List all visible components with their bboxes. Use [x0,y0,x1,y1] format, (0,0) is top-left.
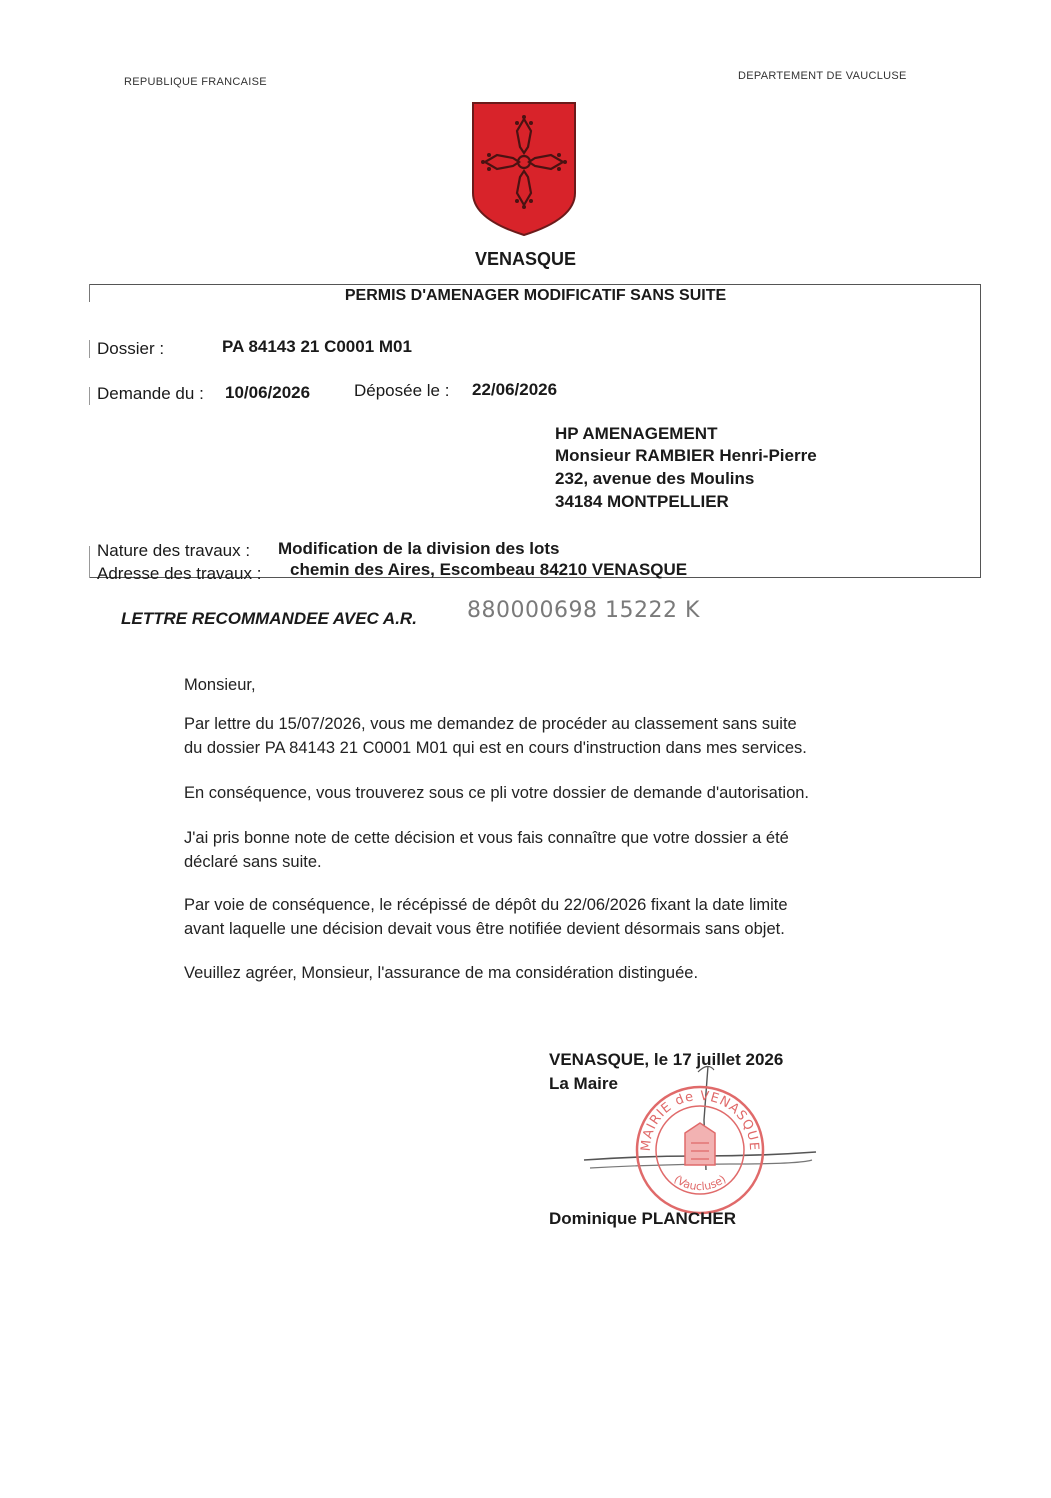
registered-letter-label: LETTRE RECOMMANDEE AVEC A.R. [121,609,417,628]
paragraph [184,781,944,805]
paragraph-line: avant laquelle une décision devait vous être notifiée devient désormais sans objet. [184,920,785,938]
tracking-number-handwritten: 880000698 15222 K [467,598,700,623]
salutation: Monsieur, [184,676,256,694]
box-border-right [980,284,981,578]
dossier-number: PA 84143 21 C0001 M01 [222,337,412,356]
demande-label: Demande du : [97,384,204,403]
stamp-text-top: MAIRIE de VENASQUE [638,1088,762,1152]
box-border-left [89,387,90,405]
signatory-name: Dominique PLANCHER [549,1209,736,1228]
deposee-date: 22/06/2026 [472,380,558,399]
paragraph-line: Par lettre du 15/07/2026, vous me demandez de procéder au classement sans suite [184,715,797,733]
paragraph-line: Par voie de conséquence, le récépissé de dépôt du 22/06/2026 fixant la date limite [184,896,788,914]
republique-label: REPUBLIQUE FRANCAISE [124,76,267,88]
box-border-top [89,284,981,285]
mairie-stamp-icon [633,1083,767,1217]
paragraph [184,826,944,874]
paragraph [184,961,944,985]
paragraph-line: En conséquence, vous trouverez sous ce pli votre dossier de demande d'autorisation. [184,784,810,802]
demande-date: 10/06/2026 [225,383,311,402]
deposee-label: Déposée le : [354,381,450,400]
recipient-street: 232, avenue des Moulins [555,469,755,488]
paragraph-line: J'ai pris bonne note de cette décision et vous fais connaître que votre dossier a été [184,829,789,847]
nature-value: Modification de la division des lots [278,539,560,558]
recipient-company: HP AMENAGEMENT [555,424,718,443]
departement-label: DEPARTEMENT DE VAUCLUSE [738,70,907,82]
adresse-label: Adresse des travaux : [97,564,262,583]
paragraph [184,712,944,760]
svg-text:(Vaucluse) [671,1173,728,1194]
nature-label: Nature des travaux : [97,541,251,560]
paragraph-line: Veuillez agréer, Monsieur, l'assurance de ma considération distinguée. [184,964,699,982]
document-title: PERMIS D'AMENAGER MODIFICATIF SANS SUITE [344,287,727,304]
dossier-label: Dossier : [97,339,165,358]
stamp-text-bottom: (Vaucluse) [671,1172,729,1194]
recipient-city: 34184 MONTPELLIER [555,492,729,511]
box-border-left [89,546,90,578]
place-and-date: VENASQUE, le 17 juillet 2026 [549,1050,784,1069]
adresse-value: chemin des Aires, Escombeau 84210 VENASQUE [290,560,688,579]
paragraph-line: du dossier PA 84143 21 C0001 M01 qui est en cours d'instruction dans mes services. [184,739,807,757]
paragraph [184,893,944,941]
commune-name: VENASQUE [474,249,577,269]
occitan-cross-shield-icon [471,101,577,237]
paragraph-line: déclaré sans suite. [184,853,322,871]
box-border-left [89,340,90,358]
signatory-role: La Maire [549,1074,618,1093]
recipient-name: Monsieur RAMBIER Henri-Pierre [555,446,817,465]
